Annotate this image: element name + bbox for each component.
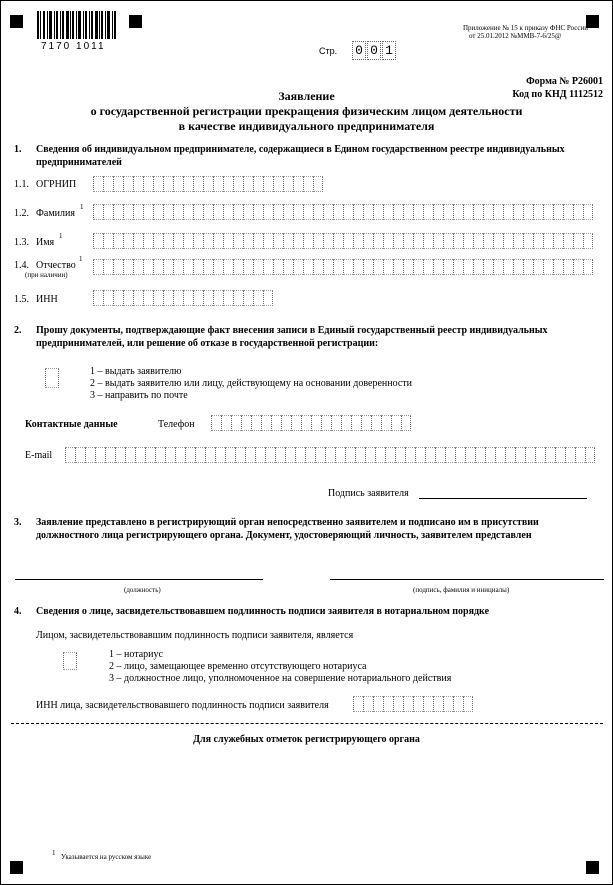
email-label: E-mail — [25, 450, 53, 461]
notary-inn-input[interactable] — [353, 696, 473, 712]
page-label: Стр. — [319, 46, 338, 56]
field-1-2-label: Фамилия — [36, 208, 75, 219]
section1-heading-line-1: Сведения об индивидуальном предпринимателе, содержащиеся в Едином государственном реестре индивидуальных — [36, 144, 565, 155]
field-1-3-label: Имя — [36, 237, 55, 248]
corner-marker-top-left — [10, 15, 23, 28]
section4-intro: Лицом, засвидетельствовавшим подлинность подписи заявителя, является — [36, 630, 354, 641]
field-1-4-label: Отчество — [36, 260, 76, 271]
notary-option-1: 1 – нотариус — [109, 649, 163, 660]
contact-data-label: Контактные данные — [25, 419, 118, 430]
footnote-mark: 1 — [52, 849, 56, 857]
section1-heading-line-2: предпринимателей — [36, 157, 122, 168]
first-name-input[interactable] — [93, 233, 593, 249]
service-notes-label: Для служебных отметок регистрирующего органа — [193, 734, 420, 745]
appendix-line-2: от 25.01.2012 №ММВ-7-6/25@ — [469, 32, 562, 40]
official-signature-line[interactable] — [330, 579, 604, 580]
patronymic-input[interactable] — [93, 259, 593, 275]
field-1-4-number: 1.4. — [14, 260, 29, 271]
page-digit-1[interactable]: 0 — [352, 41, 366, 60]
applicant-signature-line[interactable] — [419, 498, 587, 499]
field-1-1-label: ОГРНИП — [36, 179, 77, 190]
official-position-caption: (должность) — [124, 586, 161, 594]
section2-number: 2. — [14, 325, 22, 336]
issue-option-3: 3 – направить по почте — [90, 390, 188, 401]
section4-number: 4. — [14, 606, 22, 617]
ogrnip-input[interactable] — [93, 176, 323, 192]
field-1-5-label: ИНН — [36, 294, 58, 305]
field-1-4-footnote-mark: 1 — [79, 255, 83, 263]
corner-marker-bottom-left — [10, 861, 23, 874]
document-title-line-3: в качестве индивидуального предпринимателя — [178, 119, 435, 133]
knd-code: Код по КНД 1112512 — [512, 89, 603, 100]
issue-option-1: 1 – выдать заявителю — [90, 366, 182, 377]
section3-heading-line-2: должностного лица регистрирующего органа. Документ, удостоверяющий личность, заявителем представлен — [36, 530, 532, 541]
inn-input[interactable] — [93, 290, 273, 306]
issue-method-input[interactable] — [45, 368, 59, 388]
field-1-2-number: 1.2. — [14, 208, 29, 219]
official-position-line[interactable] — [15, 579, 263, 580]
surname-input[interactable] — [93, 204, 593, 220]
field-1-4-note: (при наличии) — [25, 271, 68, 279]
section1-number: 1. — [14, 144, 22, 155]
page-digit-2[interactable]: 0 — [367, 41, 381, 60]
section2-heading-line-2: предпринимателей, или решение об отказе в государственной регистрации: — [36, 338, 379, 349]
section3-number: 3. — [14, 517, 22, 528]
section4-heading: Сведения о лице, засвидетельствовавшем подлинность подписи заявителя в нотариальном порядке — [36, 606, 490, 617]
section3-heading-line-1: Заявление представлено в регистрирующий орган непосредственно заявителем и подписано им в присутствии — [36, 517, 539, 528]
phone-input[interactable] — [211, 415, 411, 431]
service-divider — [11, 723, 603, 724]
document-title-line-1: Заявление — [278, 89, 335, 103]
field-1-3-number: 1.3. — [14, 237, 29, 248]
appendix-line-1: Приложение № 15 к приказу ФНС России — [463, 24, 589, 32]
notary-inn-label: ИНН лица, засвидетельствовавшего подлинность подписи заявителя — [36, 700, 329, 711]
notary-option-3: 3 – должностное лицо, уполномоченное на совершение нотариального действия — [109, 673, 452, 684]
barcode-number: 7170 1011 — [41, 41, 106, 52]
field-1-3-footnote-mark: 1 — [59, 232, 63, 240]
page-number-cells — [352, 41, 397, 60]
field-1-1-number: 1.1. — [14, 179, 29, 190]
phone-label: Телефон — [158, 419, 195, 430]
notary-option-2: 2 – лицо, замещающее временно отсутствующего нотариуса — [109, 661, 367, 672]
document-title-line-2: о государственной регистрации прекращения физическим лицом деятельности — [90, 104, 523, 118]
section2-heading-line-1: Прошу документы, подтверждающие факт внесения записи в Единый государственный реестр индивидуальных — [36, 325, 548, 336]
corner-marker-bottom-right — [586, 861, 599, 874]
footnote-text: Указывается на русском языке — [61, 853, 152, 861]
field-1-5-number: 1.5. — [14, 294, 29, 305]
applicant-signature-label: Подпись заявителя — [328, 488, 409, 499]
page-digit-3[interactable]: 1 — [382, 41, 396, 60]
notary-type-input[interactable] — [63, 652, 77, 670]
email-input[interactable] — [65, 447, 595, 463]
corner-marker-top-mid — [129, 15, 142, 28]
issue-option-2: 2 – выдать заявителю или лицу, действующему на основании доверенности — [90, 378, 413, 389]
form-code: Форма № Р26001 — [526, 76, 603, 87]
field-1-2-footnote-mark: 1 — [80, 203, 84, 211]
official-signature-caption: (подпись, фамилия и инициалы) — [413, 586, 510, 594]
